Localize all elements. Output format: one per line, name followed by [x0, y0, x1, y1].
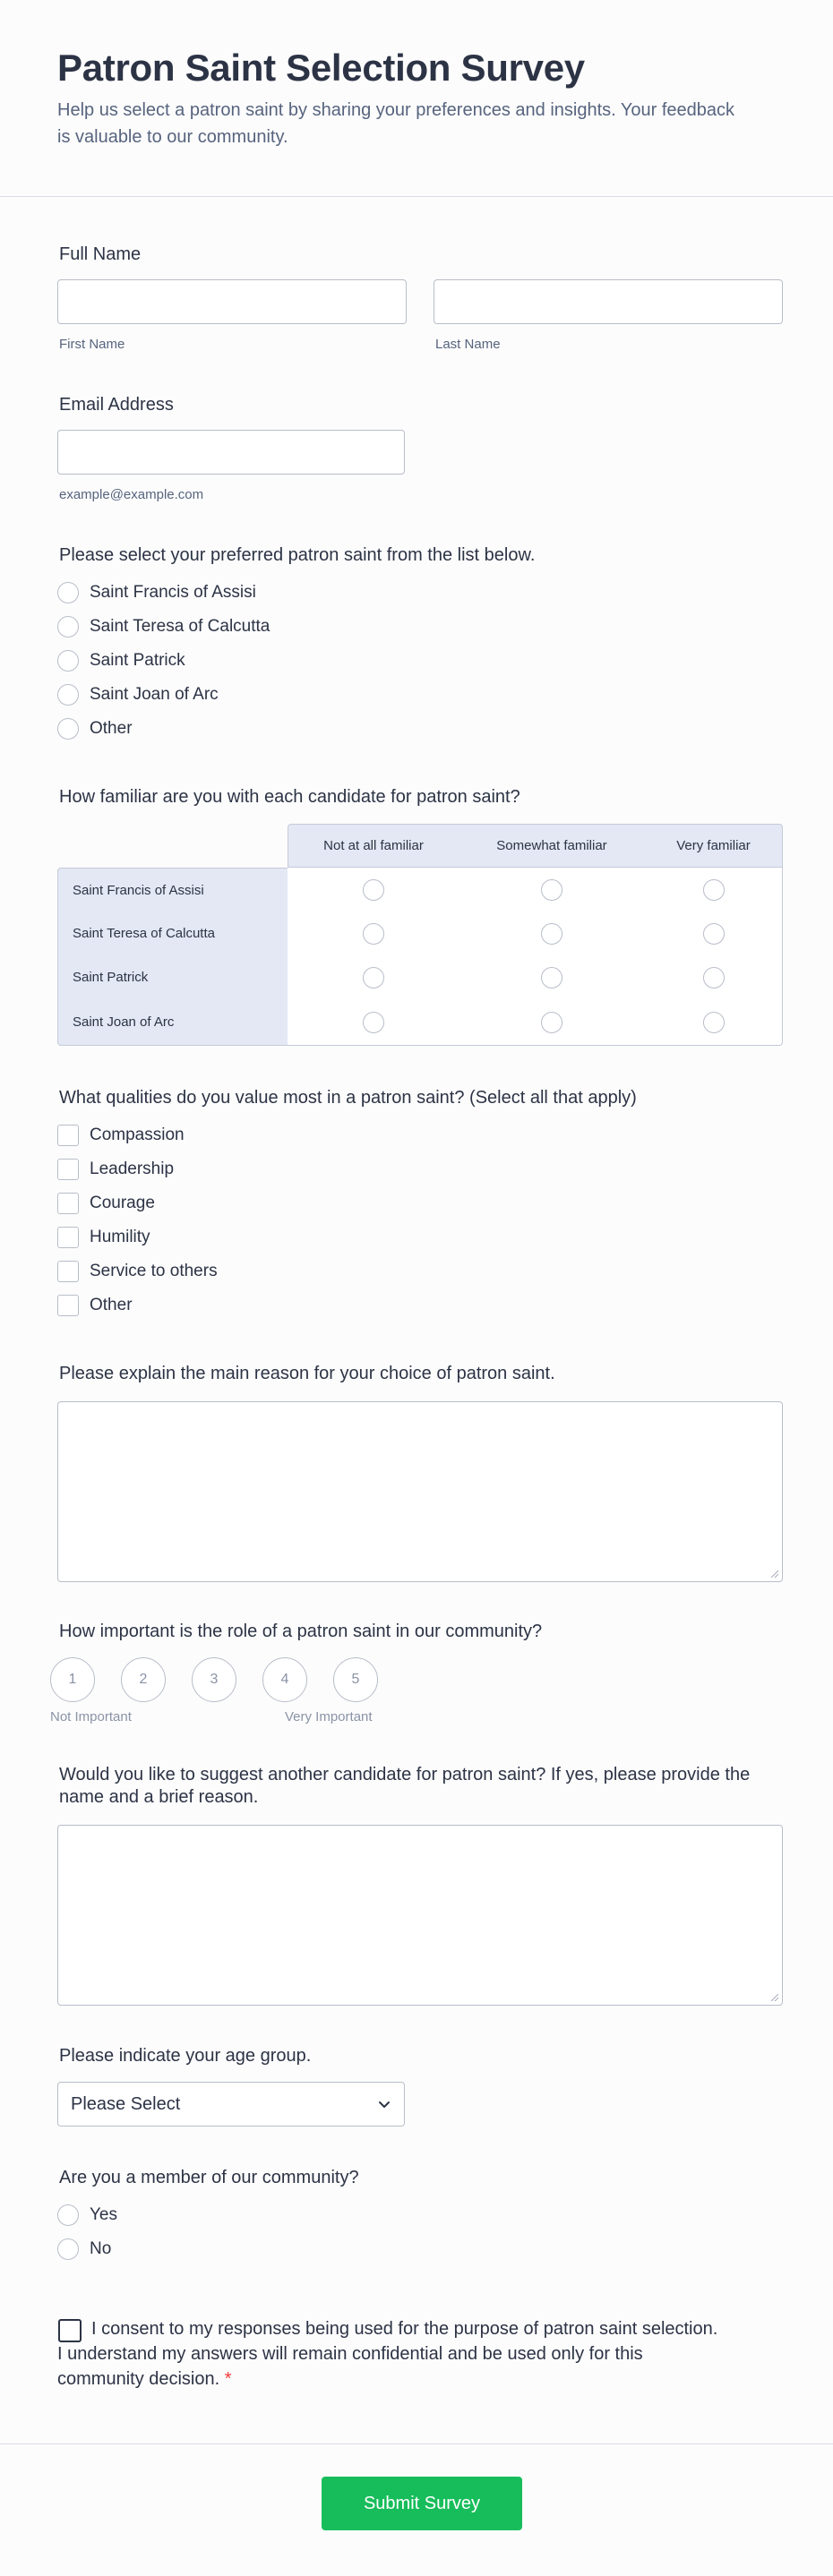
reason-textarea[interactable]	[57, 1401, 783, 1582]
email-input[interactable]	[57, 430, 405, 475]
radio-button[interactable]	[703, 1012, 725, 1033]
radio-button[interactable]	[541, 923, 562, 945]
scale-option-2[interactable]: 2	[121, 1657, 166, 1702]
matrix-row-label: Saint Patrick	[57, 955, 288, 1000]
page-subtitle: Help us select a patron saint by sharing your preferences and insights. Your feedback is valuable to our community.	[57, 100, 735, 147]
first-name-input[interactable]	[57, 279, 407, 324]
scale-high-label: Very Important	[285, 1709, 373, 1724]
familiarity-matrix	[57, 824, 783, 1046]
matrix-cell[interactable]	[645, 868, 783, 912]
radio-button[interactable]	[363, 923, 384, 945]
age-group-select[interactable]: Please Select	[57, 2082, 405, 2127]
matrix-cell[interactable]	[645, 955, 783, 1000]
scale-option-1[interactable]: 1	[50, 1657, 95, 1702]
matrix-row-label: Saint Francis of Assisi	[57, 868, 288, 912]
matrix-column-header: Somewhat familiar	[459, 824, 646, 868]
qualities-option[interactable]: Leadership	[57, 1158, 174, 1181]
matrix-cell[interactable]	[459, 911, 646, 956]
reason-label: Please explain the main reason for your choice of patron saint.	[59, 1364, 555, 1383]
checkbox[interactable]	[57, 1125, 79, 1146]
qualities-option[interactable]: Compassion	[57, 1124, 185, 1147]
member-option[interactable]: Yes	[57, 2204, 117, 2227]
matrix-cell[interactable]	[459, 955, 646, 1000]
matrix-row-label: Saint Teresa of Calcutta	[57, 911, 288, 956]
qualities-label: What qualities do you value most in a patron saint? (Select all that apply)	[59, 1088, 637, 1108]
qualities-option[interactable]: Service to others	[57, 1260, 218, 1283]
matrix-cell[interactable]	[459, 999, 646, 1046]
radio-button[interactable]	[57, 2238, 79, 2260]
radio-button[interactable]	[541, 879, 562, 901]
radio-button[interactable]	[363, 1012, 384, 1033]
qualities-option[interactable]: Humility	[57, 1226, 150, 1249]
checkbox[interactable]	[57, 1295, 79, 1316]
last-name-input[interactable]	[434, 279, 783, 324]
resize-grip-icon[interactable]	[771, 1994, 778, 2001]
radio-button[interactable]	[57, 718, 79, 740]
preferred-saint-option[interactable]: Other	[57, 717, 133, 740]
matrix-cell[interactable]	[288, 911, 459, 956]
scale-low-label: Not Important	[50, 1709, 132, 1724]
member-label: Are you a member of our community?	[59, 2168, 359, 2187]
scale-option-4[interactable]: 4	[262, 1657, 307, 1702]
matrix-column-header: Not at all familiar	[288, 824, 459, 868]
submit-button[interactable]: Submit Survey	[322, 2477, 522, 2530]
last-name-sublabel: Last Name	[435, 337, 501, 352]
radio-button[interactable]	[541, 1012, 562, 1033]
suggestion-label: Would you like to suggest another candidate for patron saint? If yes, please provide the name and a brief reason.	[59, 1765, 751, 1807]
checkbox[interactable]	[57, 1193, 79, 1214]
preferred-saint-label: Please select your preferred patron saint from the list below.	[59, 545, 536, 565]
matrix-cell[interactable]	[459, 868, 646, 912]
consent-text: I consent to my responses being used for the purpose of patron saint selection. I understand my answers will remain confidential and be used only for this community decision. *	[57, 2319, 718, 2389]
footer-divider	[0, 2443, 833, 2444]
resize-grip-icon[interactable]	[771, 1570, 778, 1578]
radio-button[interactable]	[363, 879, 384, 901]
radio-button[interactable]	[703, 923, 725, 945]
scale-option-3[interactable]: 3	[192, 1657, 236, 1702]
first-name-sublabel: First Name	[59, 337, 125, 352]
chevron-down-icon	[377, 2097, 391, 2111]
preferred-saint-option[interactable]: Saint Francis of Assisi	[57, 581, 256, 604]
radio-button[interactable]	[363, 967, 384, 988]
qualities-option[interactable]: Other	[57, 1294, 133, 1317]
matrix-cell[interactable]	[288, 955, 459, 1000]
importance-label: How important is the role of a patron saint in our community?	[59, 1622, 543, 1641]
qualities-option[interactable]: Courage	[57, 1192, 155, 1215]
age-group-label: Please indicate your age group.	[59, 2046, 312, 2066]
radio-button[interactable]	[541, 967, 562, 988]
full-name-label: Full Name	[59, 244, 142, 264]
matrix-cell[interactable]	[288, 868, 459, 912]
checkbox[interactable]	[57, 1227, 79, 1248]
preferred-saint-option[interactable]: Saint Teresa of Calcutta	[57, 615, 270, 638]
matrix-column-header: Very familiar	[645, 824, 783, 868]
checkbox[interactable]	[57, 1159, 79, 1180]
radio-button[interactable]	[57, 616, 79, 638]
member-option[interactable]: No	[57, 2238, 111, 2261]
email-sublabel: example@example.com	[59, 487, 204, 502]
preferred-saint-option[interactable]: Saint Patrick	[57, 649, 185, 672]
familiarity-label: How familiar are you with each candidate for patron saint?	[59, 787, 520, 807]
suggestion-textarea[interactable]	[57, 1825, 783, 2006]
radio-button[interactable]	[703, 967, 725, 988]
matrix-row-label: Saint Joan of Arc	[57, 999, 288, 1046]
radio-button[interactable]	[57, 684, 79, 706]
checkbox[interactable]	[57, 1261, 79, 1282]
required-mark: *	[224, 2369, 232, 2389]
matrix-cell[interactable]	[645, 999, 783, 1046]
radio-button[interactable]	[703, 879, 725, 901]
radio-button[interactable]	[57, 650, 79, 672]
matrix-cell[interactable]	[288, 999, 459, 1046]
page-title: Patron Saint Selection Survey	[57, 47, 585, 89]
scale-option-5[interactable]: 5	[333, 1657, 378, 1702]
matrix-cell[interactable]	[645, 911, 783, 956]
radio-button[interactable]	[57, 2204, 79, 2226]
preferred-saint-option[interactable]: Saint Joan of Arc	[57, 683, 219, 706]
email-label: Email Address	[59, 395, 174, 415]
radio-button[interactable]	[57, 582, 79, 603]
header-divider	[0, 196, 833, 197]
